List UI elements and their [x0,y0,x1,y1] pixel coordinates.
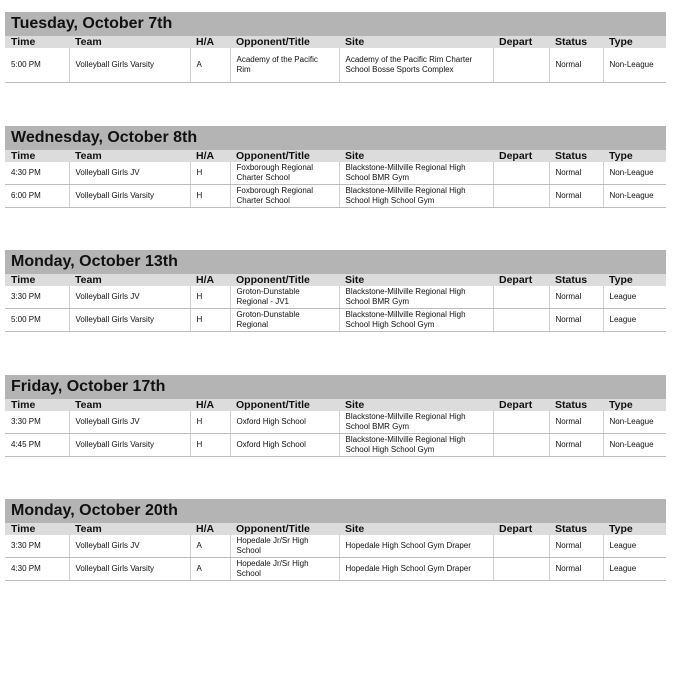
col-header-time: Time [5,274,69,286]
col-header-opponent: Opponent/Title [230,150,339,162]
col-header-type: Type [603,36,666,48]
cell-depart [493,434,549,457]
cell-status: Normal [549,162,603,185]
col-header-opponent: Opponent/Title [230,274,339,286]
schedule-table [5,399,666,457]
cell-opponent: Foxborough Regional Charter School [230,185,339,208]
cell-type: League [603,309,666,332]
cell-type: Non-League [603,48,666,83]
cell-team: Volleyball Girls JV [69,411,190,434]
col-header-site: Site [339,523,493,535]
col-header-team: Team [69,399,190,411]
col-header-site: Site [339,274,493,286]
day-title: Monday, October 20th [5,499,666,523]
cell-opponent: Oxford High School [230,411,339,434]
cell-time: 5:00 PM [5,309,69,332]
cell-ha: H [190,309,230,332]
cell-ha: H [190,162,230,185]
col-header-ha: H/A [190,523,230,535]
cell-ha: H [190,434,230,457]
table-row [5,535,666,558]
table-row [5,286,666,309]
col-header-time: Time [5,36,69,48]
cell-status: Normal [549,185,603,208]
cell-team: Volleyball Girls Varsity [69,558,190,581]
col-header-status: Status [549,150,603,162]
cell-site: Academy of the Pacific Rim Charter School Bosse Sports Complex [339,48,493,83]
schedule-table [5,523,666,581]
cell-site: Hopedale High School Gym Draper [339,535,493,558]
schedule-table [5,150,666,208]
col-header-time: Time [5,523,69,535]
table-row [5,48,666,83]
col-header-opponent: Opponent/Title [230,523,339,535]
day-title: Friday, October 17th [5,375,666,399]
cell-site: Blackstone-Millville Regional High School High School Gym [339,185,493,208]
day-section [5,126,666,208]
cell-time: 3:30 PM [5,411,69,434]
col-header-ha: H/A [190,399,230,411]
table-row [5,309,666,332]
cell-opponent: Groton-Dunstable Regional [230,309,339,332]
cell-type: Non-League [603,162,666,185]
col-header-ha: H/A [190,36,230,48]
cell-type: Non-League [603,185,666,208]
cell-time: 3:30 PM [5,535,69,558]
day-title: Tuesday, October 7th [5,12,666,36]
cell-depart [493,558,549,581]
cell-site: Blackstone-Millville Regional High School High School Gym [339,434,493,457]
col-header-status: Status [549,274,603,286]
cell-team: Volleyball Girls JV [69,535,190,558]
col-header-team: Team [69,36,190,48]
col-header-team: Team [69,274,190,286]
col-header-status: Status [549,399,603,411]
cell-opponent: Foxborough Regional Charter School [230,162,339,185]
col-header-team: Team [69,150,190,162]
cell-time: 3:30 PM [5,286,69,309]
col-header-type: Type [603,399,666,411]
col-header-time: Time [5,150,69,162]
col-header-status: Status [549,523,603,535]
cell-site: Blackstone-Millville Regional High School BMR Gym [339,286,493,309]
cell-team: Volleyball Girls Varsity [69,309,190,332]
cell-time: 5:00 PM [5,48,69,83]
table-row [5,162,666,185]
col-header-depart: Depart [493,150,549,162]
day-section [5,12,666,83]
cell-ha: A [190,535,230,558]
col-header-ha: H/A [190,150,230,162]
header-row [5,274,666,286]
cell-team: Volleyball Girls Varsity [69,48,190,83]
col-header-opponent: Opponent/Title [230,36,339,48]
cell-depart [493,185,549,208]
cell-ha: H [190,411,230,434]
day-section [5,250,666,332]
table-row [5,411,666,434]
cell-site: Blackstone-Millville Regional High School BMR Gym [339,411,493,434]
table-row [5,185,666,208]
col-header-status: Status [549,36,603,48]
cell-time: 4:45 PM [5,434,69,457]
cell-opponent: Groton-Dunstable Regional - JV1 [230,286,339,309]
col-header-type: Type [603,150,666,162]
day-section [5,375,666,457]
cell-status: Normal [549,309,603,332]
cell-status: Normal [549,434,603,457]
col-header-team: Team [69,523,190,535]
col-header-depart: Depart [493,36,549,48]
cell-ha: H [190,286,230,309]
header-row [5,399,666,411]
cell-status: Normal [549,558,603,581]
cell-depart [493,535,549,558]
cell-opponent: Oxford High School [230,434,339,457]
day-title: Wednesday, October 8th [5,126,666,150]
cell-opponent: Hopedale Jr/Sr High School [230,535,339,558]
cell-type: Non-League [603,411,666,434]
cell-status: Normal [549,286,603,309]
cell-site: Hopedale High School Gym Draper [339,558,493,581]
cell-depart [493,309,549,332]
col-header-depart: Depart [493,399,549,411]
cell-team: Volleyball Girls Varsity [69,434,190,457]
cell-ha: A [190,558,230,581]
cell-depart [493,48,549,83]
cell-team: Volleyball Girls Varsity [69,185,190,208]
cell-site: Blackstone-Millville Regional High School High School Gym [339,309,493,332]
cell-ha: A [190,48,230,83]
cell-team: Volleyball Girls JV [69,286,190,309]
cell-time: 4:30 PM [5,162,69,185]
day-title: Monday, October 13th [5,250,666,274]
cell-depart [493,286,549,309]
col-header-type: Type [603,523,666,535]
header-row [5,523,666,535]
cell-opponent: Academy of the Pacific Rim [230,48,339,83]
schedule-table [5,274,666,332]
cell-time: 4:30 PM [5,558,69,581]
col-header-opponent: Opponent/Title [230,399,339,411]
table-row [5,558,666,581]
cell-ha: H [190,185,230,208]
cell-depart [493,162,549,185]
cell-status: Normal [549,411,603,434]
col-header-type: Type [603,274,666,286]
cell-type: Non-League [603,434,666,457]
cell-type: League [603,535,666,558]
schedule-table [5,36,666,83]
cell-depart [493,411,549,434]
cell-time: 6:00 PM [5,185,69,208]
cell-opponent: Hopedale Jr/Sr High School [230,558,339,581]
col-header-site: Site [339,36,493,48]
table-row [5,434,666,457]
col-header-depart: Depart [493,274,549,286]
cell-team: Volleyball Girls JV [69,162,190,185]
col-header-site: Site [339,150,493,162]
col-header-site: Site [339,399,493,411]
col-header-depart: Depart [493,523,549,535]
cell-status: Normal [549,535,603,558]
cell-status: Normal [549,48,603,83]
col-header-ha: H/A [190,274,230,286]
col-header-time: Time [5,399,69,411]
header-row [5,36,666,48]
cell-type: League [603,558,666,581]
header-row [5,150,666,162]
cell-type: League [603,286,666,309]
day-section [5,499,666,581]
cell-site: Blackstone-Millville Regional High School BMR Gym [339,162,493,185]
